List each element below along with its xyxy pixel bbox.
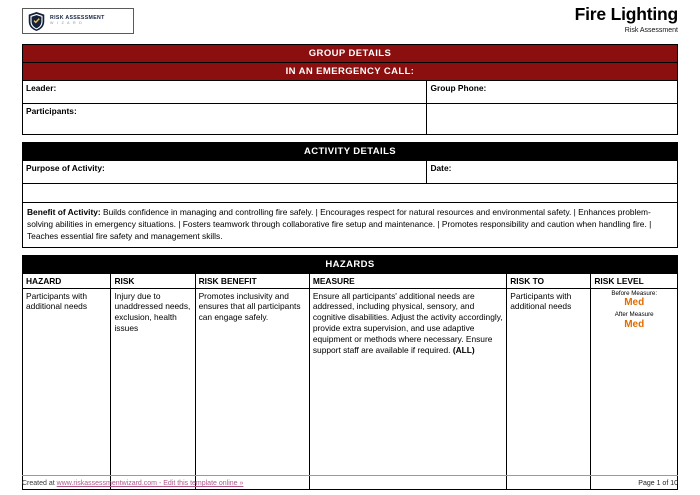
measure-tag: (ALL) bbox=[452, 345, 475, 356]
benefit-text: Builds confidence in managing and controlling fire safely. | Encourages respect for natural resources and environmental safety. | Enhances problem-solving abilities in emergency situations. | Fosters teamwork through collaborative fire setup and maintenance. | Promotes responsibility and caution when handling fire. | Teaches essential fire safety and management skills. bbox=[27, 207, 652, 242]
emergency-call-band: IN AN EMERGENCY CALL: bbox=[22, 62, 678, 80]
table-row bbox=[23, 161, 678, 184]
risk-level-block bbox=[594, 291, 674, 331]
activity-details-band: ACTIVITY DETAILS bbox=[22, 142, 678, 160]
cell-measure bbox=[309, 288, 506, 489]
benefit-of-activity bbox=[22, 203, 678, 248]
measure-text: Ensure all participants' additional needs are addressed, including physical, sensory, and cognitive disabilities. Adjust the activity accordingly, provide extra supervision, and use adaptive equipment or methods where necessary. Ensure support staff are available if required. bbox=[312, 290, 503, 356]
footer-page-number: Page 1 of 10 bbox=[638, 480, 678, 487]
participants-cell bbox=[23, 104, 427, 135]
page-subtitle: Risk Assessment bbox=[624, 26, 678, 34]
brand-text bbox=[50, 16, 105, 26]
benefit-label: Benefit of Activity: bbox=[27, 207, 101, 217]
table-row bbox=[23, 184, 678, 203]
after-measure-label: After Measure bbox=[614, 310, 654, 318]
footer-website-link[interactable]: www.riskassessmentwizard.com bbox=[56, 480, 157, 487]
group-phone-label: Group Phone: bbox=[430, 83, 487, 93]
section-spacer bbox=[22, 135, 678, 142]
page-title: Fire Lighting bbox=[574, 4, 678, 24]
group-details-band: GROUP DETAILS bbox=[22, 44, 678, 62]
purpose-label: Purpose of Activity: bbox=[26, 163, 105, 173]
document-body bbox=[22, 44, 678, 490]
date-label: Date: bbox=[430, 163, 452, 173]
col-risk-benefit: RISK BENEFIT bbox=[195, 273, 309, 288]
group-phone-cell bbox=[427, 81, 678, 104]
document-footer bbox=[22, 475, 678, 487]
col-hazard: HAZARD bbox=[23, 273, 111, 288]
cell-hazard: Participants with additional needs bbox=[23, 288, 111, 489]
brand-subtitle: W I Z A R D bbox=[50, 21, 84, 26]
purpose-cell bbox=[23, 161, 427, 184]
shield-icon bbox=[27, 11, 46, 32]
footer-created-prefix: Created at bbox=[22, 480, 57, 487]
table-row bbox=[23, 104, 678, 135]
activity-blank-cell bbox=[23, 184, 678, 203]
hazards-table bbox=[22, 273, 678, 490]
footer-credit bbox=[22, 480, 243, 487]
leader-cell bbox=[23, 81, 427, 104]
col-risk-to: RISK TO bbox=[507, 273, 591, 288]
cell-risk-level bbox=[591, 288, 678, 489]
section-spacer bbox=[22, 248, 678, 255]
document-title-block bbox=[575, 6, 678, 34]
table-row bbox=[23, 288, 678, 489]
col-risk: RISK bbox=[111, 273, 195, 288]
after-measure-value: Med bbox=[624, 318, 645, 330]
participants-spare-cell bbox=[427, 104, 678, 135]
date-cell bbox=[427, 161, 678, 184]
before-measure-label: Before Measure: bbox=[611, 289, 658, 297]
cell-risk-to: Participants with additional needs bbox=[507, 288, 591, 489]
brand-logo bbox=[22, 8, 134, 34]
before-measure-value: Med bbox=[624, 297, 645, 309]
participants-label: Participants: bbox=[26, 106, 77, 116]
hazards-header-row bbox=[23, 273, 678, 288]
document-header bbox=[0, 0, 700, 38]
hazards-band: HAZARDS bbox=[22, 255, 678, 273]
brand-title: RISK ASSESSMENT bbox=[50, 14, 105, 21]
table-row bbox=[23, 81, 678, 104]
leader-label: Leader: bbox=[26, 83, 57, 93]
cell-risk: Injury due to unaddressed needs, exclusion, health issues bbox=[111, 288, 195, 489]
group-details-table bbox=[22, 80, 678, 135]
col-measure: MEASURE bbox=[309, 273, 506, 288]
activity-details-table bbox=[22, 160, 678, 203]
cell-risk-benefit: Promotes inclusivity and ensures that all participants can engage safely. bbox=[195, 288, 309, 489]
col-risk-level: RISK LEVEL bbox=[591, 273, 678, 288]
footer-edit-link[interactable]: - Edit this template online » bbox=[157, 480, 244, 487]
